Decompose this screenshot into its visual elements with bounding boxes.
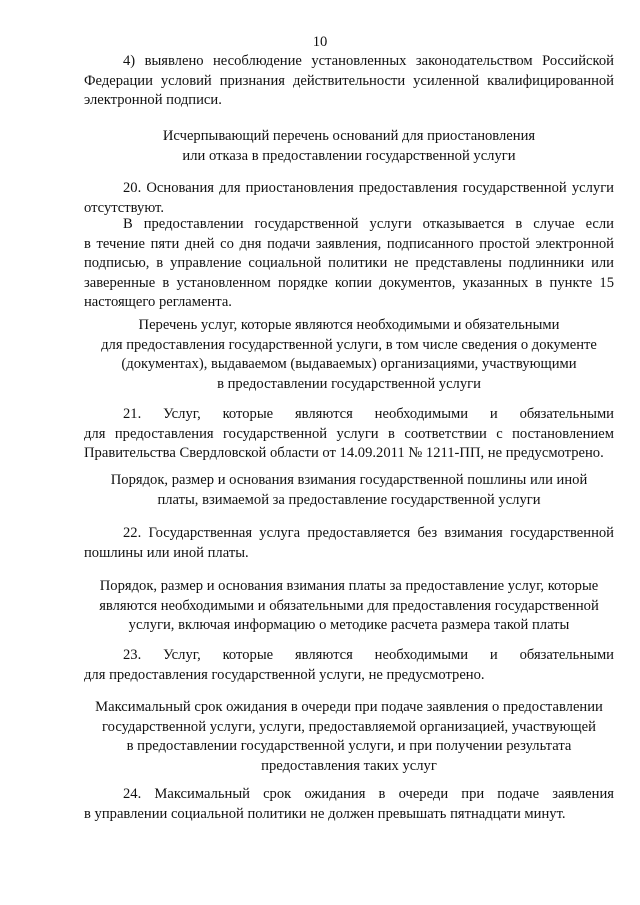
- section-heading-grounds: [84, 127, 614, 166]
- section-heading-services: [84, 316, 614, 394]
- heading-line: предоставления таких услуг: [261, 757, 437, 774]
- text-line: Правительства Свердловской области от 14.09.2011 № 1211-ПП, не предусмотрено.: [84, 445, 604, 462]
- heading-line: являются необходимыми и обязательными для предоставления государственной: [99, 597, 599, 614]
- heading-line: Перечень услуг, которые являются необходимыми и обязательными: [138, 317, 560, 333]
- text-line: 21. Услуг, которые являются необходимыми и обязательными: [123, 406, 614, 422]
- paragraph-item-4: [84, 52, 614, 111]
- text-line: 22. Государственная услуга предоставляется без взимания государственной: [123, 525, 614, 541]
- text-line: для предоставления государственной услуги в соответствии с постановлением: [84, 425, 614, 442]
- text-line: отсутствуют.: [84, 199, 164, 216]
- text-line: В предоставлении государственной услуги отказывается в случае если: [123, 216, 614, 232]
- heading-line: в предоставлении государственной услуги: [217, 375, 481, 392]
- heading-line: (документах), выдаваемом (выдаваемых) организациями, участвующими: [121, 356, 577, 373]
- heading-line: платы, взимаемой за предоставление государственной услуги: [157, 491, 541, 508]
- section-heading-fee: [84, 577, 614, 636]
- text-line: настоящего регламента.: [84, 294, 232, 311]
- text-line: в течение пяти дней со дня подачи заявления, подписанного простой электронной: [84, 235, 614, 252]
- paragraph-24: [84, 785, 614, 824]
- page-number: 10: [312, 34, 328, 50]
- text-line: 24. Максимальный срок ожидания в очереди при подаче заявления: [123, 786, 614, 802]
- text-line: заверенные в установленном порядке копии документов, указанных в пункте 15: [84, 274, 614, 291]
- text-line: 20. Основания для приостановления предоставления государственной услуги: [123, 180, 614, 196]
- text-line: в управлении социальной политики не должен превышать пятнадцати минут.: [84, 805, 566, 822]
- paragraph-20: [84, 179, 614, 218]
- text-line: Федерации условий признания действительности усиленной квалифицированной: [84, 72, 614, 89]
- heading-line: для предоставления государственной услуги, в том числе сведения о документе: [101, 336, 597, 353]
- heading-line: услуги, включая информацию о методике расчета размера такой платы: [128, 617, 570, 634]
- text-line: электронной подписи.: [84, 92, 222, 109]
- heading-line: государственной услуги, услуги, предоставляемой организацией, участвующей: [102, 718, 596, 735]
- heading-line: в предоставлении государственной услуги, и при получении результата: [126, 738, 572, 755]
- heading-line: или отказа в предоставлении государственной услуги: [182, 147, 516, 164]
- heading-line: Исчерпывающий перечень оснований для приостановления: [162, 128, 536, 144]
- heading-line: Порядок, размер и основания взимания государственной пошлины или иной: [110, 472, 588, 488]
- heading-line: Максимальный срок ожидания в очереди при подаче заявления о предоставлении: [95, 699, 603, 715]
- section-heading-waiting: [84, 698, 614, 776]
- paragraph-23: [84, 646, 614, 685]
- paragraph-20-refusal: [84, 215, 614, 313]
- heading-line: Порядок, размер и основания взимания платы за предоставление услуг, которые: [99, 578, 599, 594]
- section-heading-duty: [84, 471, 614, 510]
- text-line: пошлины или иной платы.: [84, 544, 249, 561]
- text-line: 4) выявлено несоблюдение установленных законодательством Российской: [123, 53, 614, 69]
- text-line: 23. Услуг, которые являются необходимыми и обязательными: [123, 647, 614, 663]
- text-line: для предоставления государственной услуги, не предусмотрено.: [84, 666, 485, 683]
- paragraph-21: [84, 405, 614, 464]
- text-line: подписью, в управление социальной политики не представлены подлинники или: [84, 255, 614, 272]
- paragraph-22: [84, 524, 614, 563]
